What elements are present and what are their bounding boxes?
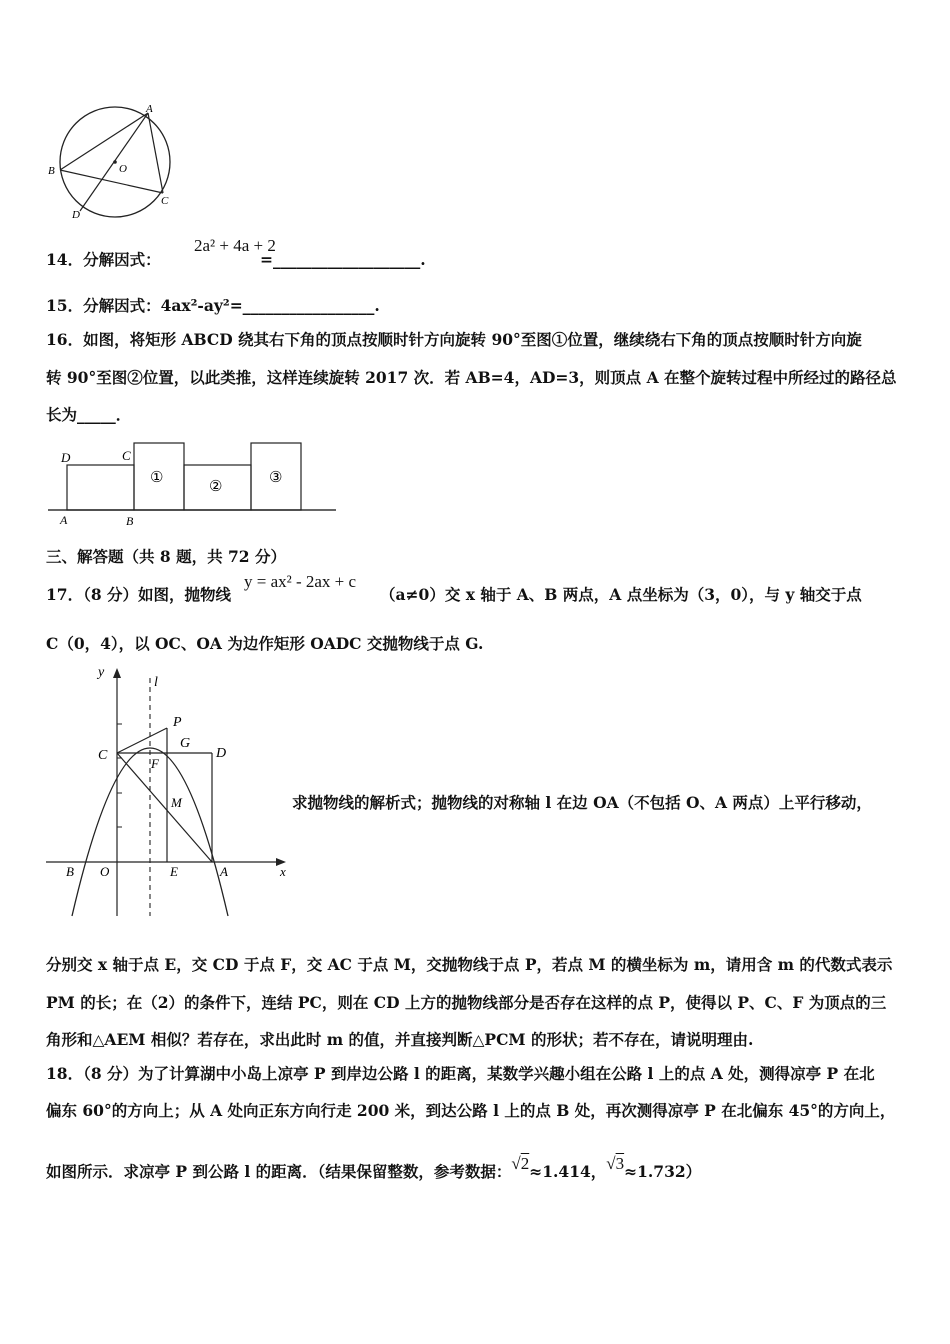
figure-circle bbox=[40, 100, 190, 225]
center-point bbox=[113, 160, 117, 164]
label-d: D bbox=[216, 746, 227, 761]
question-17-line-2: C（0，4），以 OC、OA 为边作矩形 OADC 交抛物线于点 G. bbox=[46, 634, 484, 653]
label-l: l bbox=[154, 675, 158, 690]
label-d: D bbox=[61, 450, 71, 465]
sqrt2: √2 bbox=[511, 1154, 530, 1173]
question-18-line-3: 如图所示．求凉亭 P 到公路 l 的距离．（结果保留整数，参考数据：√2≈1.414，√3≈1.732） bbox=[46, 1154, 702, 1181]
label-c: C bbox=[161, 195, 169, 207]
label-p: P bbox=[173, 715, 182, 730]
figure-rectangles bbox=[44, 438, 340, 530]
chord-bc bbox=[60, 170, 163, 193]
q14-answer-blank: =___________________. bbox=[260, 250, 426, 269]
label-y: y bbox=[98, 665, 105, 680]
label-d: D bbox=[72, 209, 80, 221]
label-m: M bbox=[171, 795, 182, 810]
question-17-line-3: 分别交 x 轴于点 E，交 CD 于点 F，交 AC 于点 M，交抛物线于点 P，若点 M 的横坐标为 m，请用含 m 的代数式表示 bbox=[46, 955, 893, 974]
label-rect-1: ① bbox=[150, 470, 164, 486]
label-a: A bbox=[146, 103, 153, 115]
label-c: C bbox=[98, 748, 108, 763]
label-e: E bbox=[170, 864, 178, 879]
question-14: 14．分解因式： bbox=[46, 250, 161, 269]
question-16-line-1: 16．如图，将矩形 ABCD 绕其右下角的顶点按顺时针方向旋转 90°至图①位置，继续绕右下角的顶点按顺时针方向旋 bbox=[46, 330, 862, 349]
label-rect-2: ② bbox=[209, 479, 223, 495]
label-c: C bbox=[122, 448, 131, 463]
rectangle-abcd bbox=[67, 465, 134, 510]
label-a: A bbox=[60, 513, 68, 527]
label-o: O bbox=[100, 864, 110, 879]
figure-parabola bbox=[40, 660, 290, 920]
segment-ca bbox=[117, 753, 212, 862]
chord-ba bbox=[60, 113, 148, 170]
question-17-line-5: 角形和△AEM 相似？若存在，求出此时 m 的值，并直接判断△PCM 的形状；若不存在，请说明理由. bbox=[46, 1030, 754, 1049]
question-15: 15．分解因式：4ax²-ay²=_________________. bbox=[46, 296, 380, 315]
question-17-suffix: （a≠0）交 x 轴于 A、B 两点，A 点坐标为（3，0），与 y 轴交于点 bbox=[380, 585, 862, 604]
label-x: x bbox=[280, 864, 286, 879]
section-title: 三、解答题（共 8 题，共 72 分） bbox=[46, 547, 286, 566]
label-a: A bbox=[220, 864, 228, 879]
question-18-line-2: 偏东 60°的方向上；从 A 处向正东方向行走 200 米，到达公路 l 上的点 B 处，再次测得凉亭 P 在北偏东 45°的方向上， bbox=[46, 1101, 896, 1120]
q17-expression: y = ax² - 2ax + c bbox=[244, 572, 357, 591]
question-18-line-1: 18．（8 分）为了计算湖中小岛上凉亭 P 到岸边公路 l 的距离，某数学兴趣小组在公路 l 上的点 A 处，测得凉亭 P 在北 bbox=[46, 1064, 875, 1083]
label-b: B bbox=[48, 165, 55, 177]
label-o: O bbox=[119, 163, 127, 175]
question-17-side-text: 求抛物线的解析式；抛物线的对称轴 l 在边 OA（不包括 O、A 两点）上平行移动， bbox=[292, 793, 872, 812]
question-16-line-2: 转 90°至图②位置，以此类推，这样连续旋转 2017 次．若 AB=4，AD=3，则顶点 A 在整个旋转过程中所经过的路径总 bbox=[46, 368, 897, 387]
question-17-prefix: 17．（8 分）如图，抛物线 bbox=[46, 585, 232, 604]
label-b: B bbox=[126, 514, 134, 528]
label-g: G bbox=[180, 736, 191, 751]
sqrt3: √3 bbox=[606, 1154, 625, 1173]
label-f: F bbox=[151, 756, 159, 771]
y-axis-arrow bbox=[113, 668, 121, 678]
label-b: B bbox=[66, 864, 74, 879]
question-16-line-3: 长为_____． bbox=[46, 405, 132, 424]
question-17-line-4: PM 的长；在（2）的条件下，连结 PC，则在 CD 上方的抛物线部分是否存在这样的点 P，使得以 P、C、F 为顶点的三 bbox=[46, 993, 887, 1012]
q14-expression: 2a² + 4a + 2 bbox=[194, 236, 276, 255]
label-rect-3: ③ bbox=[269, 470, 283, 486]
